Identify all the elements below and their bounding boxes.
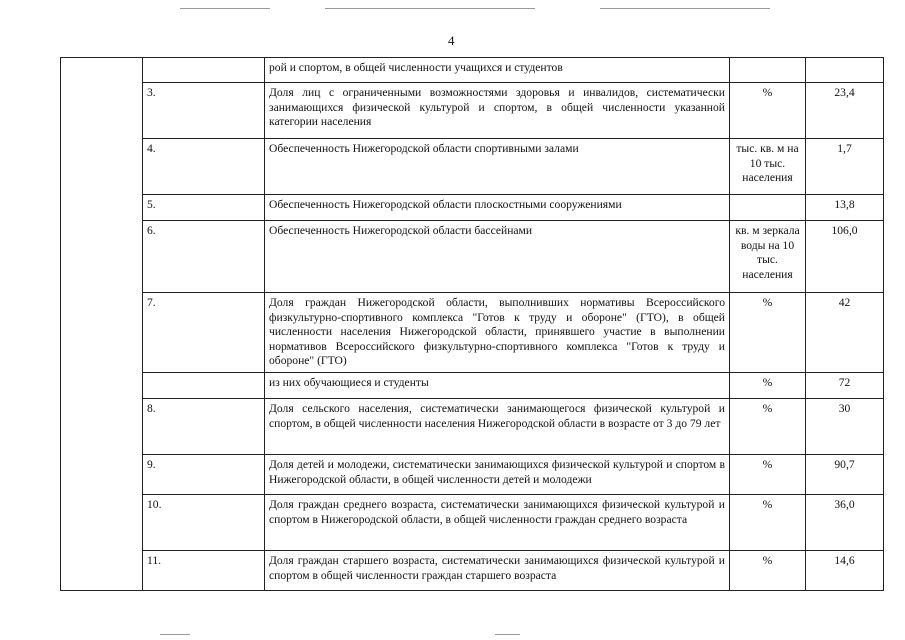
value-cell: 90,7 xyxy=(806,455,884,495)
unit-cell: тыс. кв. м на 10 тыс. населения xyxy=(730,139,806,195)
indicator-name: Доля сельского населения, систематически занимающегося физической культурой и спортом, в общей численности населения Нижегородской области в возрасте от 3 до 79 лет xyxy=(265,399,730,455)
indicator-name: Доля граждан среднего возраста, систематически занимающихся физической культурой и спортом в Нижегородской области, в общей численности граждан среднего возраста xyxy=(265,495,730,551)
row-number: 10. xyxy=(143,495,265,551)
page-number: 4 xyxy=(448,33,455,48)
scan-artifact-line xyxy=(325,8,535,9)
table-row xyxy=(61,495,884,551)
value-cell xyxy=(806,58,884,83)
indicator-name: из них обучающиеся и студенты xyxy=(265,373,730,399)
indicator-name: Доля граждан Нижегородской области, выполнивших нормативы Всероссийского физкультурно-спортивного комплекса "Готов к труду и обороне" (ГТО), в общей численности населения Нижегородской области, принявшего участие в выполнении нормативов Всероссийского физкультурно-спортивного комплекса "Готов к труду и обороне" (ГТО) xyxy=(265,293,730,373)
value-cell: 36,0 xyxy=(806,495,884,551)
table-row xyxy=(61,58,884,83)
unit-cell: кв. м зеркала воды на 10 тыс. населения xyxy=(730,221,806,293)
value-cell: 23,4 xyxy=(806,83,884,139)
row-number xyxy=(143,58,265,83)
row-number: 4. xyxy=(143,139,265,195)
unit-cell: % xyxy=(730,293,806,373)
unit-cell: % xyxy=(730,373,806,399)
indicator-name: Доля детей и молодежи, систематически занимающихся физической культурой и спортом в Нижегородской области, в общей численности детей и молодежи xyxy=(265,455,730,495)
scan-artifact-line xyxy=(160,634,190,635)
table-row xyxy=(61,399,884,455)
table-row xyxy=(61,83,884,139)
row-number: 5. xyxy=(143,195,265,221)
table-row xyxy=(61,195,884,221)
table-row xyxy=(61,293,884,373)
value-cell: 72 xyxy=(806,373,884,399)
unit-cell: % xyxy=(730,551,806,591)
value-cell: 14,6 xyxy=(806,551,884,591)
row-number: 6. xyxy=(143,221,265,293)
row-number xyxy=(143,373,265,399)
row-number: 3. xyxy=(143,83,265,139)
row-number: 7. xyxy=(143,293,265,373)
unit-cell xyxy=(730,58,806,83)
unit-cell: % xyxy=(730,399,806,455)
row-number: 11. xyxy=(143,551,265,591)
row-number: 9. xyxy=(143,455,265,495)
indicator-name: Доля граждан старшего возраста, систематически занимающихся физической культурой и спортом в общей численности граждан старшего возраста xyxy=(265,551,730,591)
value-cell: 42 xyxy=(806,293,884,373)
unit-cell xyxy=(730,195,806,221)
indicator-name: Обеспеченность Нижегородской области плоскостными сооружениями xyxy=(265,195,730,221)
table-row xyxy=(61,221,884,293)
scan-artifact-line xyxy=(600,8,770,9)
value-cell: 13,8 xyxy=(806,195,884,221)
table-row xyxy=(61,139,884,195)
value-cell: 1,7 xyxy=(806,139,884,195)
value-cell: 106,0 xyxy=(806,221,884,293)
indicator-name: Доля лиц с ограниченными возможностями здоровья и инвалидов, систематически занимающихся физической культурой и спортом, в общей численности указанной категории населения xyxy=(265,83,730,139)
row-number: 8. xyxy=(143,399,265,455)
unit-cell: % xyxy=(730,83,806,139)
scan-artifact-line xyxy=(180,8,270,9)
left-margin-cell xyxy=(61,58,143,591)
table-row xyxy=(61,551,884,591)
table-row xyxy=(61,455,884,495)
unit-cell: % xyxy=(730,495,806,551)
value-cell: 30 xyxy=(806,399,884,455)
indicator-name: Обеспеченность Нижегородской области спортивными залами xyxy=(265,139,730,195)
unit-cell: % xyxy=(730,455,806,495)
table-row xyxy=(61,373,884,399)
indicators-table xyxy=(60,57,884,591)
scan-artifact-line xyxy=(495,634,520,635)
indicator-name: Обеспеченность Нижегородской области бассейнами xyxy=(265,221,730,293)
indicator-name: рой и спортом, в общей численности учащихся и студентов xyxy=(265,58,730,83)
